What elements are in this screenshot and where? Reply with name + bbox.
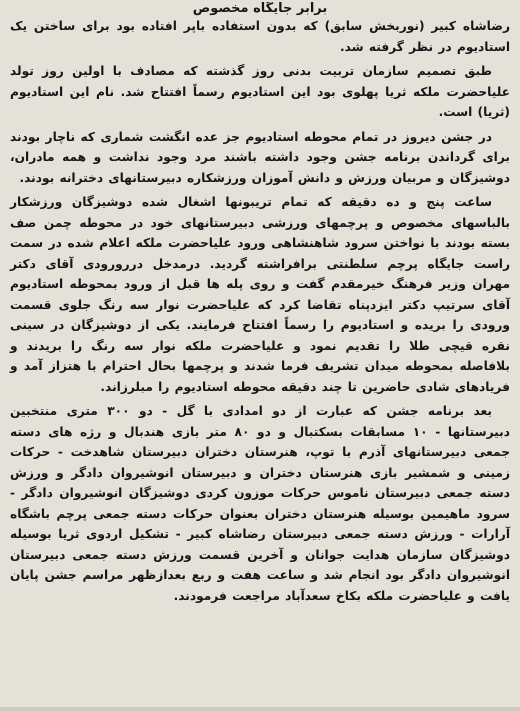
paragraph-stadium-origin: رضاشاه کبیر (نوربخش سابق) که بدون استفاده باپر افتاده بود برای ساختن یک استادیوم در نظر گرفته شد. <box>10 19 510 54</box>
paragraph-opening: طبق تصمیم سازمان تربیت بدنی روز گذشته که مصادف با اولین روز تولد علیاحضرت ملکه ثریا پهلوی بود این استادیوم رسماً افتتاح شد. نام این استادیوم (ثریا) است. <box>10 64 510 119</box>
paragraph-ceremony: ساعت پنج و ده دقیقه که تمام تریبونها اشغال شده دوشیزگان ورزشکار بالباسهای مخصوص و پرچمهای ورزشی دبیرستانهای خود در محوطه چمن صف بسته بودند با نواختن سرود شاهنشاهی ورود علیاحضرت ملکه اعلام شده در سمت راست جایگاه پرچم سلطنتی برافراشته گردید. درمدخل دررورودی آقای دکتر مهران وزیر فرهنگ خیرمقدم گفت و روی پله ها قبل از ورود بمحوطه استادیوم آقای سرتیپ دکتر ایزدپناه تقاضا کرد که علیاحضرت نوار سه رنگ جلوی قسمت ورودی را بریده و استادیوم را رسماً افتتاح فرمایند. یکی از دوشیزگان در سینی نقره قیچی طلا را تقدیم نمود و علیاحضرت ملکه نوار سه رنگ را بریدند و بلافاصله بمحوطه میدان تشریف فرما شدند و پرچمها بحال احترام با هتزاز آمد و فریادهای شادی حاضرین تا چند دقیقه محوطه استادیوم را مبلرزاند. <box>10 195 510 394</box>
paragraph-program: بعد برنامه جشن که عبارت از دو امدادی با گل - دو ۳۰۰ متری منتخبین دبیرستانها - ۱۰ مسابقات بسکتبال و دو ۸۰ متر بازی هندبال و رژه های دسته جمعی دبیرستانهای آذرم با توپ، هنرستان دختران دبیرستان شاهدخت - حرکات زمینی و شمشیر بازی هنرستان دختران و دبیرستان انوشیروان دادگر و ورزش دسته جمعی دبیرستان ناموس حرکات موزون کردی دوشیزگان انوشیروان دادگر - سرود ماهیمین بوسیله هنرستان دختران بعنوان حرکات دسته جمعی پرچم باشگاه آرارات - ورزش دسته جمعی دبیرستان رضاشاه کبیر - تشکیل اردوی ثریا بوسیله دوشیزگان سازمان هدایت جوانان و آخرین قسمت ورزش دسته جمعی دبیرستان انوشیروان دادگر بود انجام شد و ساعت هفت و ربع بعدازظهر مراسم جشن پایان یافت و علیاحضرت ملکه بکاخ سعدآباد مراجعت فرمودند. <box>10 404 510 603</box>
paragraph-attendees: در جشن دیروز در تمام محوطه استادیوم جز عده انگشت شماری که ناچار بودند برای گرداندن برنامه جشن وجود داشته باشند مرد وجود نداشت و همه مادران، دوشیزگان و مربیان ورزش و دانش آموزان ورزشکاره دبیرستانهای دخترانه بودند. <box>10 129 510 185</box>
page-bottom-edge <box>0 707 520 711</box>
clipped-heading: برابر جایگاه مخصوص <box>192 2 328 16</box>
